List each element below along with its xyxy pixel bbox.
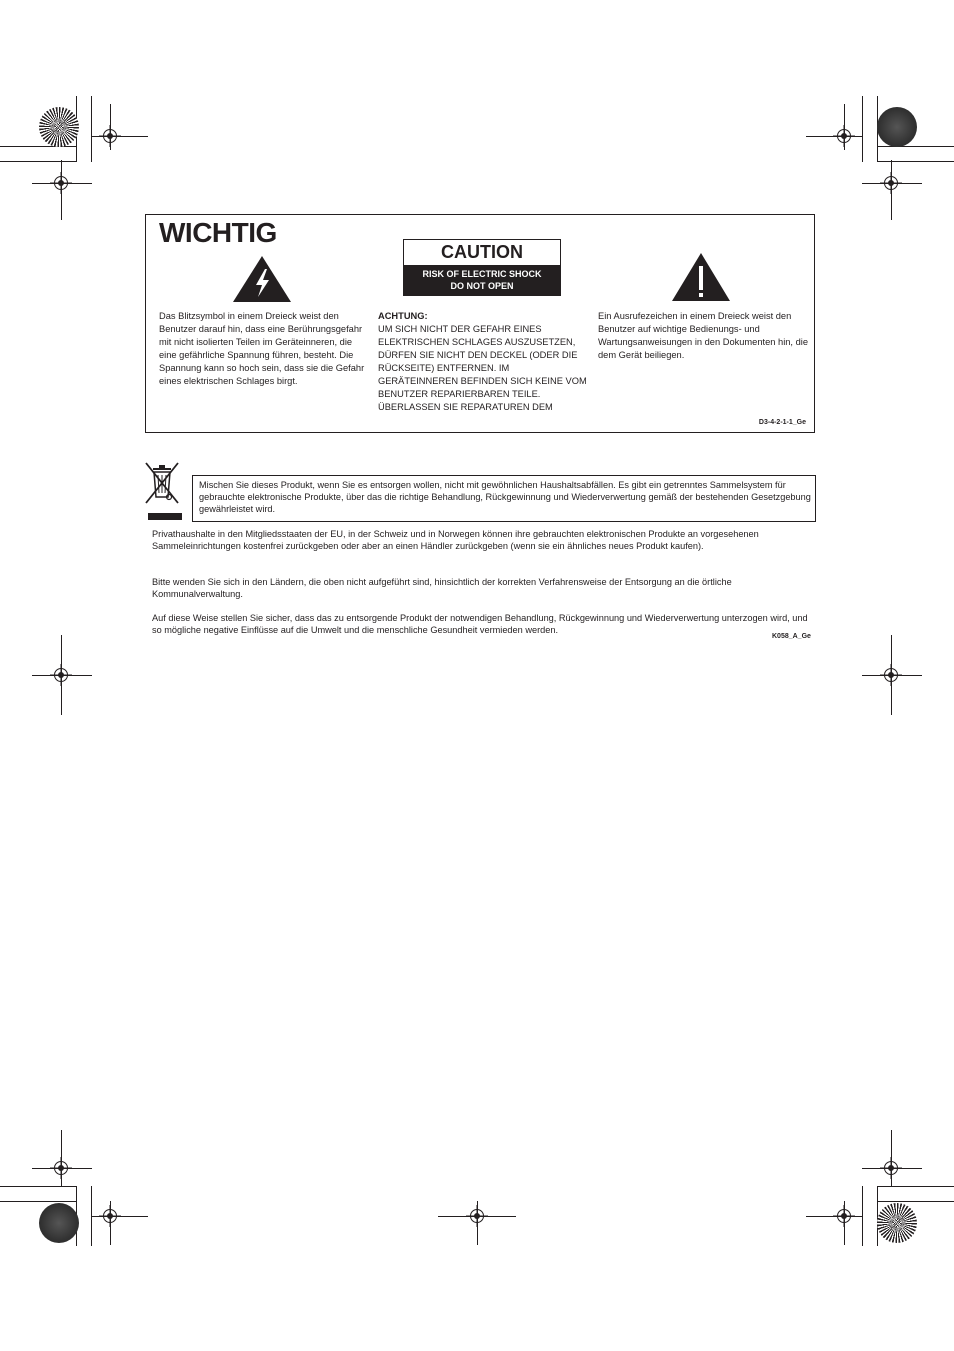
crop-mark <box>877 146 954 147</box>
lightning-symbol-explanation: Das Blitzsymbol in einem Dreieck weist den Benutzer darauf hin, dass eine Berührungsgefahr mit nicht isolierten Teilen im Geräteinneren, die eine gefährliche Spannung führen, besteht. Die Spannung kann so hoch sein, dass sie die Gefahr eines elektrischen Schlages birgt. <box>159 311 365 386</box>
crop-mark <box>61 160 62 220</box>
disposal-paragraph-environment: Auf diese Weise stellen Sie sicher, dass das zu entsorgende Produkt der notwendigen Behandlung, Rückgewinnung und Wiederverwertung unterzogen wird, und so mögliche negative Einflüsse auf die Umwelt und die menschliche Gesundheit vermieden werden. <box>152 613 808 635</box>
crop-mark <box>91 96 92 162</box>
crop-mark <box>32 675 92 676</box>
crop-mark <box>862 96 863 162</box>
crop-mark <box>0 1201 77 1202</box>
crop-mark <box>862 183 922 184</box>
crop-mark <box>32 183 92 184</box>
document-code: K058_A_Ge <box>772 633 811 640</box>
caution-label <box>403 239 561 296</box>
achtung-warning <box>378 310 588 414</box>
starburst-mark-icon <box>877 1203 917 1243</box>
document-code: D3-4-2-1-1_Ge <box>758 419 806 426</box>
crop-mark <box>110 1201 111 1245</box>
disposal-paragraph-other-countries: Bitte wenden Sie sich in den Ländern, die oben nicht aufgeführt sind, hinsichtlich der korrekten Verfahrensweise der Entsorgung an die örtliche Kommunalverwaltung. <box>152 577 732 599</box>
caution-band <box>404 265 560 295</box>
crop-mark <box>92 1216 148 1217</box>
achtung-text: UM SICH NICHT DER GEFAHR EINES ELEKTRISCHEN SCHLAGES AUSZUSETZEN, DÜRFEN SIE NICHT DEN DECKEL (ODER DIE RÜCKSEITE) ENTFERNEN. IM GERÄTEINNEREN BEFINDEN SICH KEINE VOM BENUTZER REPARIERBAREN TEILE. ÜBERLASSEN SIE REPARATUREN DEM <box>378 324 587 412</box>
crop-mark <box>477 1201 478 1245</box>
caution-line-1: RISK OF ELECTRIC SHOCK <box>422 269 542 279</box>
page-title: WICHTIG <box>159 217 277 248</box>
crop-mark <box>61 1130 62 1186</box>
crop-mark <box>0 146 77 147</box>
caution-heading: CAUTION <box>441 242 523 262</box>
disposal-notice-box: Mischen Sie dieses Produkt, wenn Sie es entsorgen wollen, nicht mit gewöhnlichen Haushaltsabfällen. Es gibt ein getrenntes Sammelsystem für gebrauchte elektronische Produkte, über das die richtige Behandlung, Rückgewinnung und Wiederverwertung gemäß der bestehenden Gesetzgebung gewährleistet wird. <box>192 475 816 522</box>
crossed-out-wheelie-bin-icon <box>142 459 182 521</box>
achtung-heading: ACHTUNG: <box>378 311 428 321</box>
exclamation-symbol-explanation: Ein Ausrufezeichen in einem Dreieck weist den Benutzer auf wichtige Bedienungs- und Wartungsanweisungen in den Dokumenten hin, die dem Gerät beiliegen. <box>598 311 809 360</box>
crop-mark <box>32 1168 92 1169</box>
crop-mark <box>877 161 954 162</box>
disposal-paragraph-eu: Privathaushalte in den Mitgliedsstaaten der EU, in der Schweiz und in Norwegen können ihre gebrauchten elektronischen Produkte an vorgesehenen Sammeleinrichtungen kostenfrei zurückgeben oder aber an einen Händler zurückgeben (wenn sie ein ähnliches neues Produkt kaufen). <box>152 529 759 551</box>
starburst-mark-icon <box>39 107 79 147</box>
crop-mark <box>110 104 111 150</box>
crop-mark <box>862 675 922 676</box>
caution-line-2: DO NOT OPEN <box>450 281 514 291</box>
crop-mark <box>877 1186 954 1187</box>
crop-mark <box>806 1216 862 1217</box>
crop-mark <box>0 1186 77 1187</box>
crop-mark <box>806 136 862 137</box>
crop-mark <box>438 1216 516 1217</box>
exclamation-warning-triangle-icon <box>671 252 731 302</box>
crop-mark <box>891 1130 892 1186</box>
starburst-mark-icon <box>39 1203 79 1243</box>
crop-mark <box>862 1168 922 1169</box>
crop-mark <box>0 161 77 162</box>
crop-mark <box>844 1201 845 1245</box>
crop-mark <box>92 136 148 137</box>
important-safety-box <box>145 214 815 433</box>
starburst-mark-icon <box>877 107 917 147</box>
crop-mark <box>862 1186 863 1246</box>
crop-mark <box>891 160 892 220</box>
lightning-warning-triangle-icon <box>232 255 292 303</box>
crop-mark <box>877 1201 954 1202</box>
crop-mark <box>844 104 845 150</box>
